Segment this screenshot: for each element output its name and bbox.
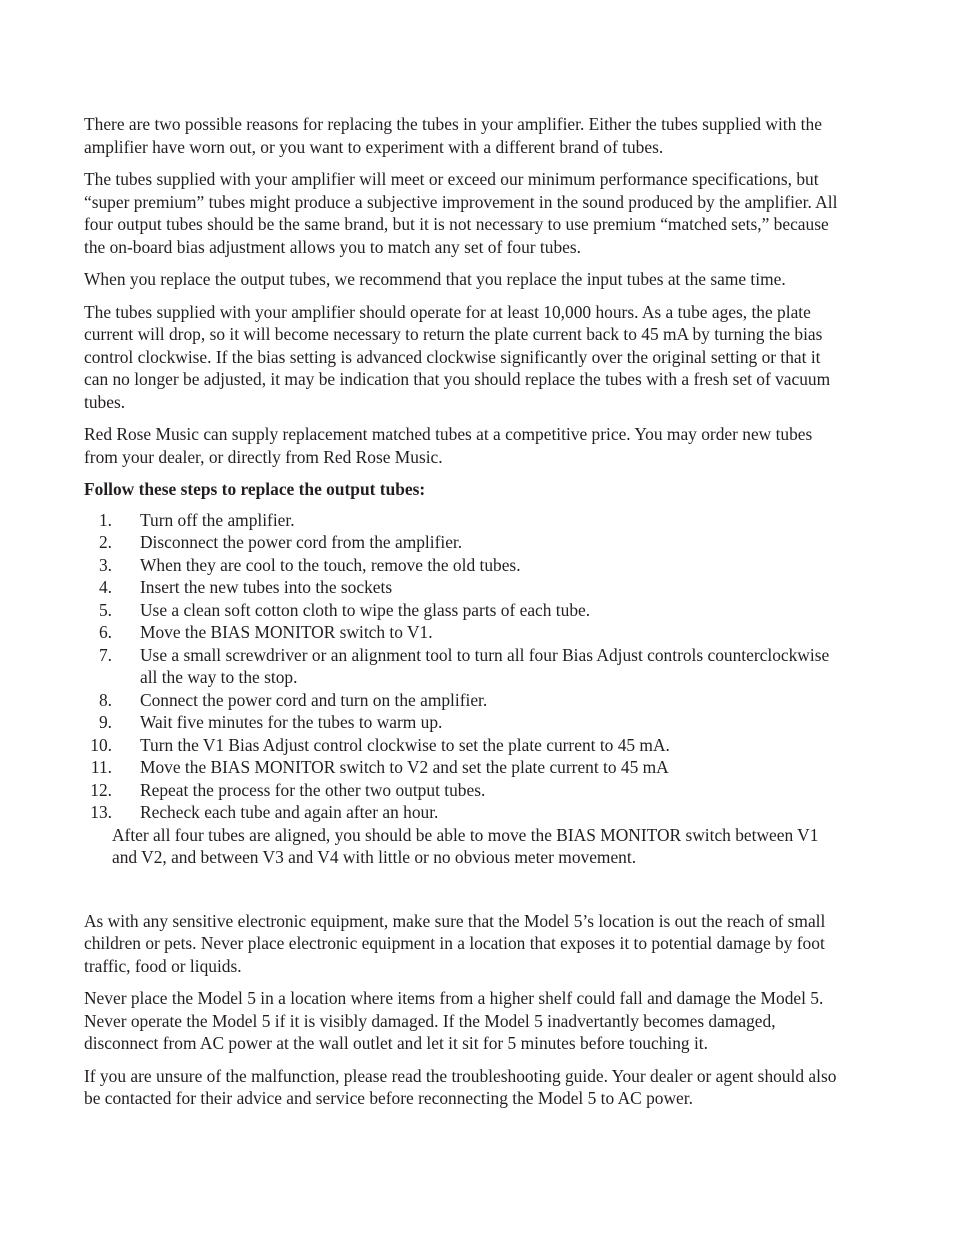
step-number: 5. xyxy=(98,599,112,620)
step-text: Insert the new tubes into the sockets xyxy=(140,577,393,597)
steps-heading: Follow these steps to replace the output tubes: xyxy=(84,479,426,499)
list-item xyxy=(84,711,844,734)
step-number: 11. xyxy=(90,757,112,777)
document-page xyxy=(84,113,844,1120)
step-text: Repeat the process for the other two output tubes. xyxy=(140,779,486,800)
step-number: 7. xyxy=(98,644,112,665)
tube-life-paragraph: The tubes supplied with your amplifier should operate for at least 10,000 hours. As a tube ages, the plate current will drop, so it will become necessary to return the plate current back to 45 mA by turning the bias control clockwise. If the bias setting is advanced clockwise significantly over the original setting or that it can no longer be adjusted, it may be indication that you should replace the tubes with a fresh set of vacuum tubes. xyxy=(84,301,831,412)
step-number: 13. xyxy=(90,802,112,822)
step-number: 4. xyxy=(98,577,112,597)
placement-paragraph: As with any sensitive electronic equipment, make sure that the Model 5’s location is out the reach of small children or pets. Never place electronic equipment in a location that exposes it to potential damage by foot traffic, food or liquids. xyxy=(84,910,826,976)
step-number: 8. xyxy=(98,689,112,710)
step-number: 9. xyxy=(98,712,112,732)
alignment-note: After all four tubes are aligned, you should be able to move the BIAS MONITOR switch between V1 and V2, and between V3 and V4 with little or no obvious meter movement. xyxy=(112,824,819,867)
step-text: Turn off the amplifier. xyxy=(140,509,295,530)
list-item xyxy=(84,779,844,802)
troubleshooting-paragraph: If you are unsure of the malfunction, please read the troubleshooting guide. Your dealer or agent should also be contacted for their advice and service before reconnecting the Model 5 to AC power. xyxy=(84,1065,837,1108)
step-text: Recheck each tube and again after an hour. xyxy=(140,802,439,822)
tube-specs-paragraph: The tubes supplied with your amplifier will meet or exceed our minimum performance specifications, but “super premium” tubes might produce a subjective improvement in the sound produced by the amplifier. All four output tubes should be the same brand, but it is not necessary to use premium “matched sets,” because the on-board bias adjustment allows you to match any set of four tubes. xyxy=(84,169,838,257)
list-item xyxy=(84,509,844,532)
list-item xyxy=(84,621,844,644)
replacement-steps-list xyxy=(84,509,844,824)
step-number: 10. xyxy=(90,734,112,755)
list-item xyxy=(84,599,844,622)
step-text: Connect the power cord and turn on the amplifier. xyxy=(140,689,488,710)
list-item xyxy=(84,554,844,577)
step-text: Disconnect the power cord from the amplifier. xyxy=(140,532,463,552)
step-text: Move the BIAS MONITOR switch to V1. xyxy=(140,622,433,642)
list-item xyxy=(84,531,844,554)
step-text: Wait five minutes for the tubes to warm up. xyxy=(140,712,443,732)
step-number: 2. xyxy=(98,532,112,552)
step-text: Use a clean soft cotton cloth to wipe the glass parts of each tube. xyxy=(140,599,591,620)
list-item xyxy=(84,576,844,599)
step-text: Move the BIAS MONITOR switch to V2 and set the plate current to 45 mA xyxy=(140,757,669,777)
input-tubes-paragraph: When you replace the output tubes, we recommend that you replace the input tubes at the same time. xyxy=(84,269,786,289)
step-number: 3. xyxy=(98,554,112,575)
safety-section xyxy=(84,910,844,1110)
section-spacer xyxy=(84,869,844,910)
tube-replacement-section xyxy=(84,113,844,869)
step-text: Turn the V1 Bias Adjust control clockwise to set the plate current to 45 mA. xyxy=(140,734,670,755)
damage-paragraph: Never place the Model 5 in a location where items from a higher shelf could fall and damage the Model 5. Never operate the Model 5 if it is visibly damaged. If the Model 5 inadvertantly becomes damaged, disconnect from AC power at the wall outlet and let it sit for 5 minutes before touching it. xyxy=(84,988,824,1053)
step-number: 6. xyxy=(98,622,112,642)
step-text: Use a small screwdriver or an alignment tool to turn all four Bias Adjust controls counterclockwise all the way to the stop. xyxy=(140,644,830,687)
step-text: When they are cool to the touch, remove the old tubes. xyxy=(140,554,521,575)
list-item xyxy=(84,801,844,824)
ordering-paragraph: Red Rose Music can supply replacement matched tubes at a competitive price. You may order new tubes from your dealer, or directly from Red Rose Music. xyxy=(84,424,813,467)
list-item xyxy=(84,689,844,712)
step-number: 1. xyxy=(98,509,112,530)
list-item xyxy=(84,734,844,757)
list-item xyxy=(84,756,844,779)
intro-paragraph: There are two possible reasons for replacing the tubes in your amplifier. Either the tubes supplied with the amplifier have worn out, or you want to experiment with a different brand of tubes. xyxy=(84,114,822,157)
list-item xyxy=(84,644,844,689)
step-number: 12. xyxy=(90,779,112,800)
